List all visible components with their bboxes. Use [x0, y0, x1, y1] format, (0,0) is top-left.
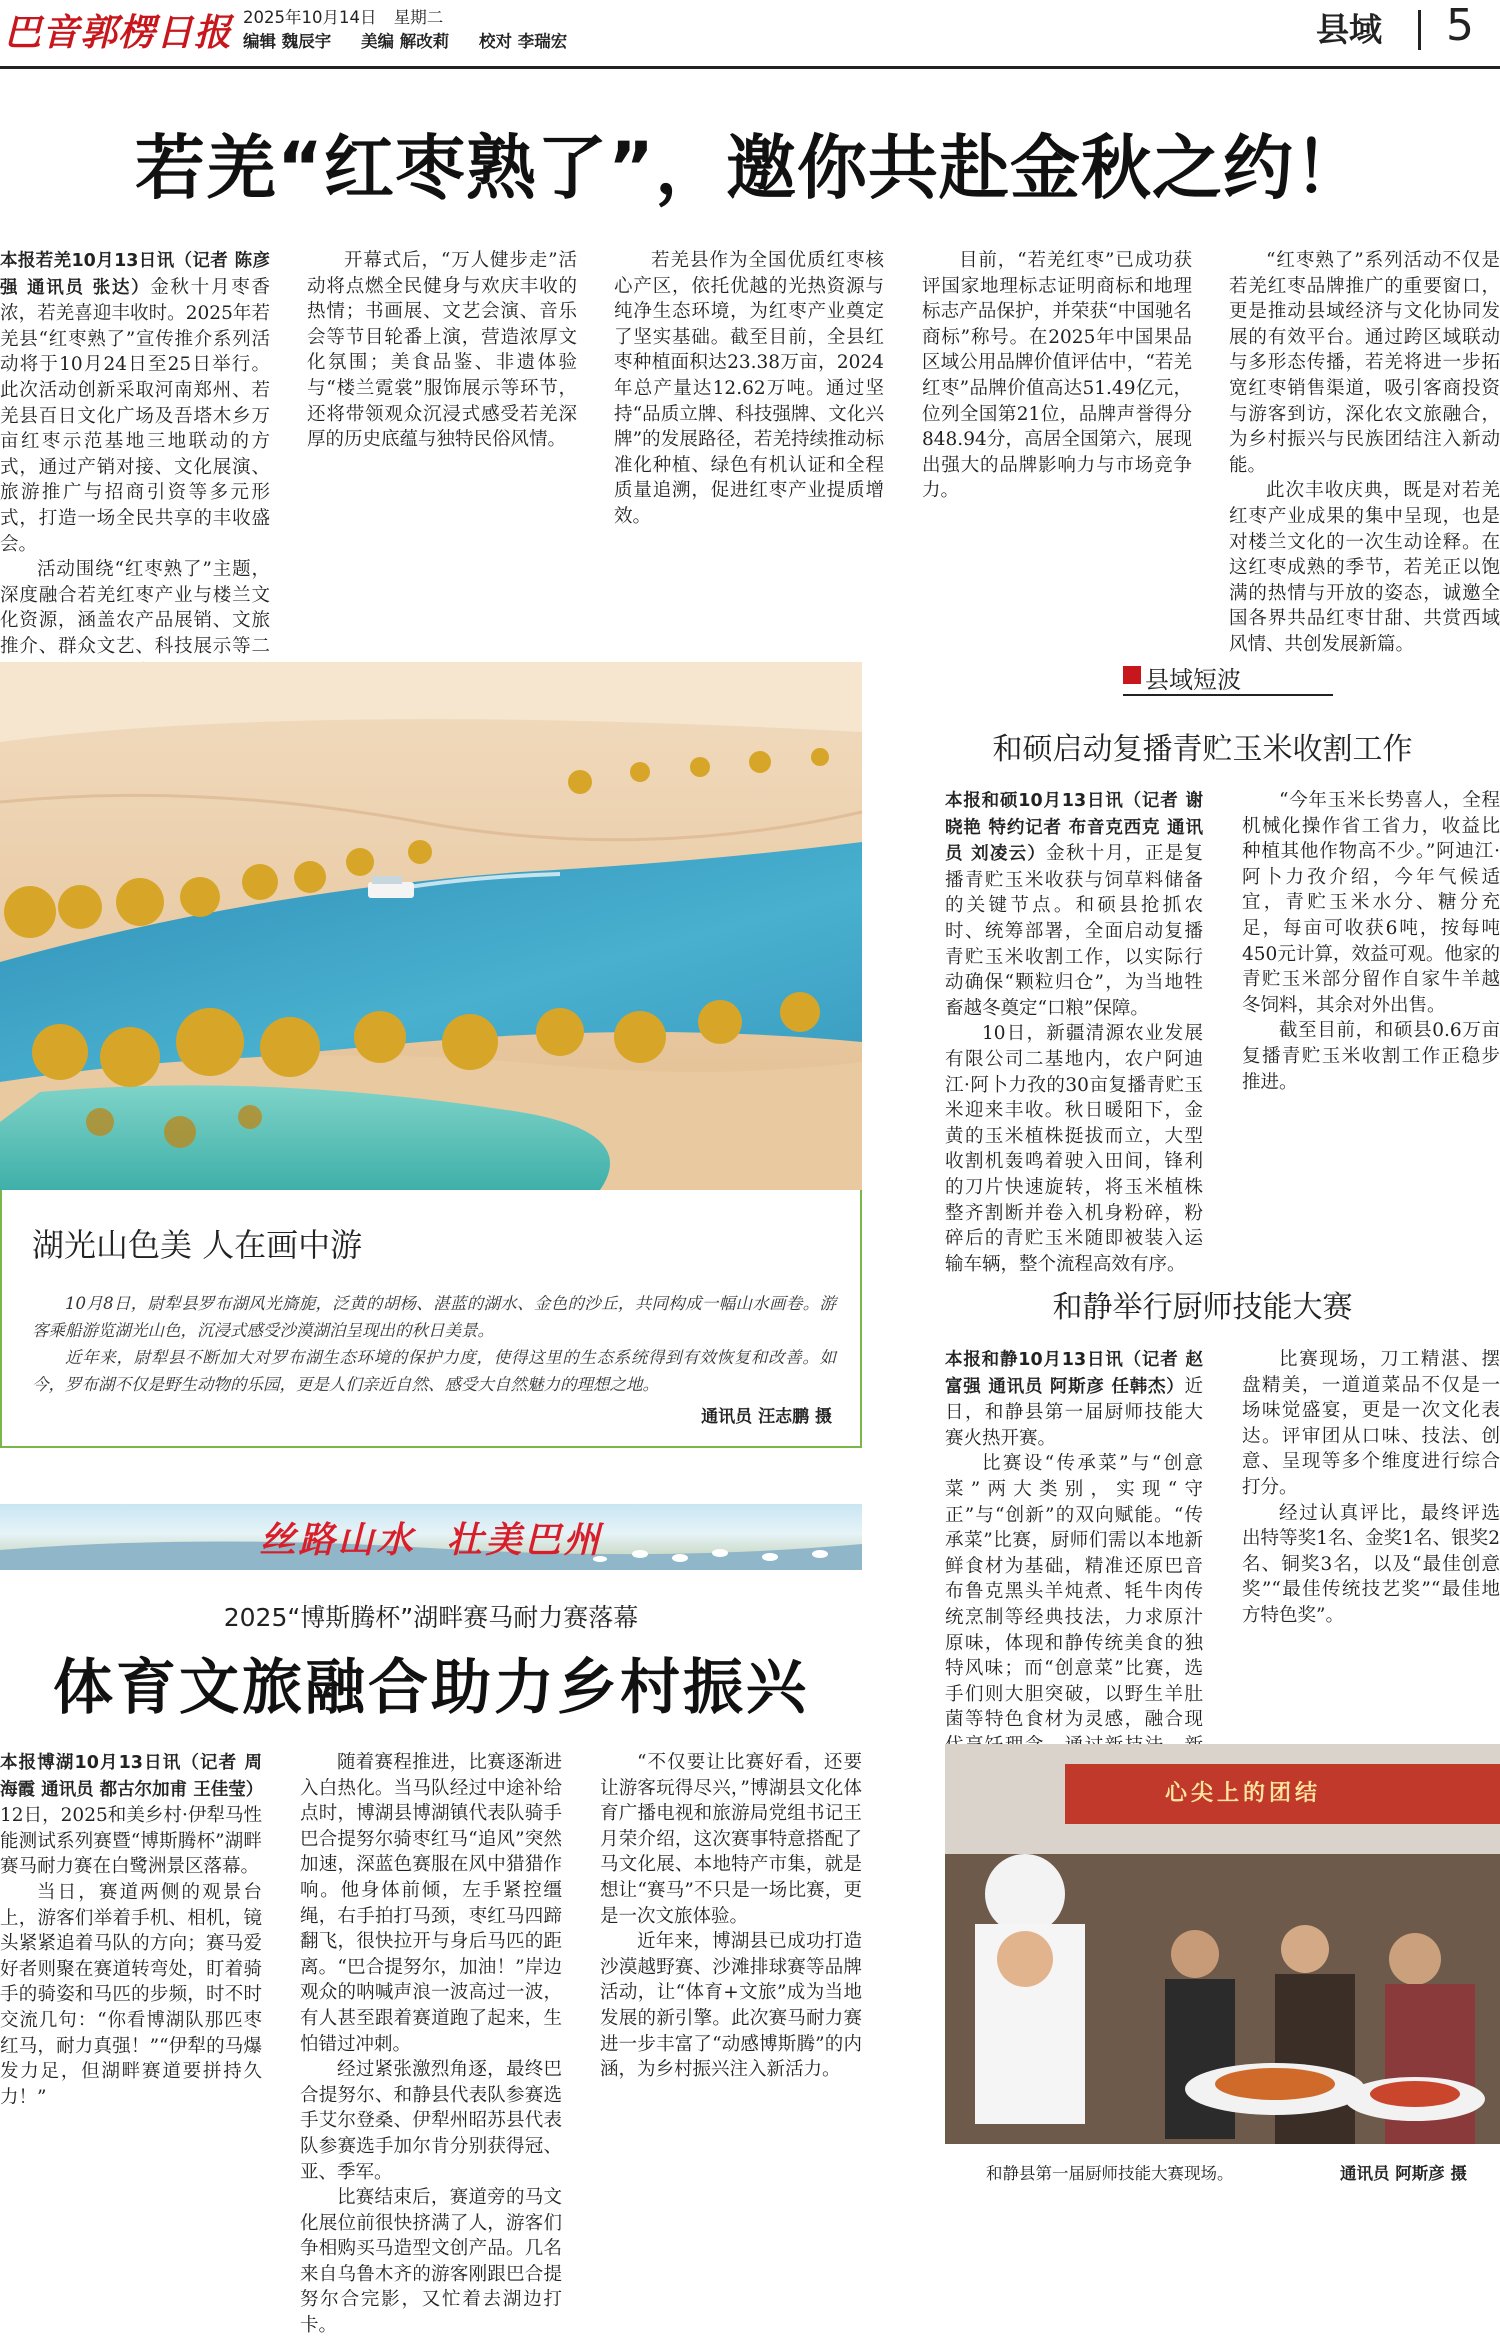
- brief2-column-2: [1242, 1347, 1500, 1709]
- brief2-para-2: 比赛设“传承菜”与“创意菜”两大类别，实现“守正”与“创新”的双向赋能。“传承菜”比赛，厨师们需以本地新鲜食材为基础，精准还原巴音布鲁克黑头羊炖煮、牦牛肉传统烹制等经典技法，力求原汁原味，体现和静传统美食的独特风味；而“创意菜”比赛，选手们则大胆突破，以野生羊肚菌等特色食材为灵感，融合现: [945, 1453, 1203, 1731]
- lead-para-5: 目前，“若羌红枣”已成功获评国家地理标志证明商标和地理标志产品保护，并荣获“中国驰名商标”称号。在2025年中国果品区域公用品牌价值评估中，“若羌红枣”品牌价值高达51.49亿元，位列全国第21位，品牌声誉得分848.94分，高居全国第六，展现出强大的品牌影响力与市场竞争力。: [922, 250, 1192, 502]
- chef-photo-credit: 通讯员 阿斯彦 摄: [1340, 2164, 1467, 2183]
- masthead-rule: [0, 66, 1500, 69]
- page-number: 5: [1446, 0, 1474, 51]
- issue-weekday: 星期二: [393, 8, 444, 27]
- photo-story-text: [32, 1290, 836, 1398]
- chef-photo-caption: 和静县第一届厨师技能大赛现场。: [986, 2164, 1234, 2183]
- lead-column-3: [614, 248, 884, 610]
- brief1-column-1: [945, 788, 1203, 1275]
- silk-para-5: 比赛结束后，赛道旁的马文化展位前很快挤满了人，游客们争相购买马造型文创产品。几名来自乌鲁木齐的游客刚跟巴合提努尔合完影，又忙着去湖边打卡。: [300, 2187, 562, 2337]
- chef-photo-banner-text: 心尖上的团结: [1165, 1781, 1322, 1806]
- newspaper-logo: 巴音郭楞日报: [4, 10, 232, 54]
- chef-contest-photo: [945, 1744, 1500, 2144]
- brief1-para-3: “今年玉米长势喜人，全程机械化操作省工省力，收益比种植其他作物高不少。”阿迪江·阿卜力孜介绍，今年气候适宜，青贮玉米水分、糖分充足，每亩可收获6吨，按每吨450元计算，效益可观。他家的青贮玉米部分留作自家牛羊越冬饲料，其余对外出售。: [1242, 790, 1500, 1016]
- silk-column-3: [600, 1750, 862, 2188]
- photo-caption-box: [0, 1190, 862, 1448]
- silk-column-1: [0, 1750, 262, 2188]
- brief2-para-3: 比赛现场，刀工精湛、摆盘精美，一道道菜品不仅是一场味觉盛宴，更是一次文化表达。评审团从口味、技法、创意、呈现等多个维度进行综合打分。: [1242, 1349, 1500, 1498]
- silk-para-4: 经过紧张激烈角逐，最终巴合提努尔、和静县代表队参赛选手艾尔登桑、伊犁州昭苏县代表队参赛选手加尔肯分别获得冠、亚、季军。: [300, 2059, 562, 2183]
- lead-para-3: 开幕式后，“万人健步走”活动将点燃全民健身与欢庆丰收的热情；书画展、文艺会演、音乐会等节目轮番上演，营造浓厚文化氛围；美食品鉴、非遗体验与“楼兰霓裳”服饰展示等环节，还将带领观众沉浸式感受若羌深厚的历史底蕴与独特民俗风情。: [307, 250, 577, 451]
- brief1-para-2: 10日，新疆清源农业发展有限公司二基地内，农户阿迪江·阿卜力孜的30亩复播青贮玉米迎来丰收。秋日暖阳下，金黄的玉米植株挺拔而立，大型收割机轰鸣着驶入田间，锋利的刀片快速旋转，将玉米植株整齐割断并卷入机身粉碎，粉碎后的青贮玉米随即被装入运输车辆，整个流程高效有序。: [945, 1023, 1203, 1275]
- issue-date: 2025年10月14日: [243, 8, 377, 27]
- lead-column-2: [307, 248, 577, 610]
- lake-photo: [0, 662, 862, 1190]
- lead-para-6: “红枣熟了”系列活动不仅是若羌红枣品牌推广的重要窗口，更是推动县域经济与文化协同发展的有效平台。通过跨区域联动与多形态传播，若羌将进一步拓宽红枣销售渠道，吸引客商投资与游客到访，深化农文旅融合，为乡村振兴与民族团结注入新动能。: [1229, 250, 1500, 476]
- brief-headline-1: 和硕启动复播青贮玉米收割工作: [992, 732, 1413, 767]
- lead-column-4: [922, 248, 1192, 610]
- section-name: 县域: [1316, 10, 1382, 49]
- proofreader-credit: 校对 李瑞宏: [479, 32, 568, 51]
- brief2-byline: 本报和静10月13日讯（记者 赵富强 通讯员 阿斯彦 任韩杰）: [945, 1350, 1203, 1397]
- lead-column-5: [1229, 248, 1500, 655]
- brief2-column-1: [945, 1347, 1203, 1731]
- brief-label-rule: [1123, 694, 1333, 696]
- brief1-byline: 本报和硕10月13日讯（记者 谢晓艳 特约记者 布音克西克 通讯员 刘凌云）: [945, 791, 1203, 865]
- masthead: [0, 0, 1500, 66]
- silk-road-banner: [0, 1504, 862, 1570]
- red-square-icon: [1123, 666, 1141, 684]
- silk-para-3: 随着赛程推进，比赛逐渐进入白热化。当马队经过中途补给点时，博湖县博湖镇代表队骑手巴合提努尔骑枣红马“追风”突然加速，深蓝色赛服在风中猎猎作响。他身体前倾，左手紧控缰绳，右手拍打马颈，枣红马四蹄翻飞，很快拉开与身后马匹的距离。“巴合提努尔，加油！”岸边观众的呐喊声浪一波高过一波，有人甚至跟着赛道跑了起来，生怕错过冲刺。: [300, 1752, 562, 2055]
- lake-landscape-image: [0, 662, 862, 1190]
- silk-road-banner-text: 丝路山水 壮美巴州: [259, 1520, 603, 1561]
- lead-byline: 本报若羌10月13日讯（记者 陈彦强 通讯员 张达）: [0, 251, 270, 298]
- silk-para-6: “不仅要让比赛好看，还要让游客玩得尽兴，”博湖县文化体育广播电视和旅游局党组书记王月荣介绍，这次赛事特意搭配了马文化展、本地特产市集，就是想让“赛马”不只是一场比赛，更是一次文旅体验。: [600, 1752, 862, 1927]
- brief2-para-1: 近日，和静县第一届厨师技能大赛火热开赛。: [945, 1375, 1203, 1449]
- lead-para-2: 活动围绕“红枣熟了”主题，深度融合若羌红枣产业与楼兰文化资源，涵盖农产品展销、文旅推介、群众文艺、科技展示等二: [0, 559, 270, 657]
- lead-column-1: [0, 248, 270, 657]
- silk-para-7: 近年来，博湖县已成功打造沙漠越野赛、沙滩排球赛等品牌活动，让“体育+文旅”成为当地发展的新引擎。此次赛马耐力赛进一步丰富了“动感博斯腾”的内涵，为乡村振兴注入新活力。: [600, 1931, 862, 2081]
- section-divider: [1418, 10, 1421, 50]
- photo-para-1: 10月8日，尉犁县罗布湖风光旖旎，泛黄的胡杨、湛蓝的湖水、金色的沙丘，共同构成一幅山水画卷。游客乘船游览湖光山色，沉浸式感受沙漠湖泊呈现出的秋日美景。: [32, 1294, 836, 1340]
- brief1-column-2: [1242, 788, 1500, 1232]
- brief-headline-2: 和静举行厨师技能大赛: [1052, 1290, 1353, 1325]
- lead-headline: 若羌“红枣熟了”，邀你共赴金秋之约！: [134, 127, 1365, 209]
- designer-credit: 美编 解改莉: [361, 32, 450, 51]
- editor-credit: 编辑 魏辰宇: [243, 32, 332, 51]
- photo-credit: 通讯员 汪志鹏 摄: [701, 1407, 832, 1427]
- brief2-para-4: 经过认真评比，最终评选出特等奖1名、金奖1名、银奖2名、铜奖3名，以及“最佳创意奖”“最佳传统技艺奖”“最佳地方特色奖”。: [1242, 1502, 1500, 1626]
- silk-para-2: 当日，赛道两侧的观景台上，游客们举着手机、相机，镜头紧紧追着马队的方向；赛马爱好者则聚在赛道转弯处，盯着骑手的骑姿和马匹的步频，时不时交流几句：“你看博湖队那匹枣红马，耐力真强！”“伊犁的马爆发力足，但湖畔赛道要拼持久力！”: [0, 1881, 262, 2108]
- lead-para-4: 若羌县作为全国优质红枣核心产区，依托优越的光热资源与纯净生态环境，为红枣产业奠定了坚实基础。截至目前，全县红枣种植面积达23.38万亩，2024年总产量达12.62万吨。通过坚持“品质立牌、科技强牌、文化兴牌”的发展路径，若羌持续推动标准化种植、绿色有机认证和全程质量追溯，促进红枣产业提质增效。: [614, 250, 884, 527]
- brief1-para-1: 金秋十月，正是复播青贮玉米收获与饲草料储备的关键节点。和硕县抢抓农时、统筹部署，全面启动复播青贮玉米收割工作，以实际行动确保“颗粒归仓”，为当地牲畜越冬奠定“口粮”保障。: [945, 843, 1203, 1019]
- photo-para-2: 近年来，尉犁县不断加大对罗布湖生态环境的保护力度，使得这里的生态系统得到有效恢复和改善。如今，罗布湖不仅是野生动物的乐园，更是人们亲近自然、感受大自然魅力的理想之地。: [32, 1348, 836, 1394]
- silk-road-headline: 体育文旅融合助力乡村振兴: [53, 1653, 809, 1723]
- silk-road-kicker: 2025“博斯腾杯”湖畔赛马耐力赛落幕: [223, 1603, 639, 1632]
- lead-para-7: 此次丰收庆典，既是对若羌红枣产业成果的集中呈现，也是对楼兰文化的一次生动诠释。在这红枣成熟的季节，若羌正以饱满的热情与开放的姿态，诚邀全国各界共品红枣甘甜、共赏西域风情、共创发展新篇。: [1229, 480, 1500, 655]
- lead-para-1: 金秋十月枣香浓，若羌喜迎丰收时。2025年若羌县“红枣熟了”宣传推介系列活动将于10月24日至25日举行。此次活动创新采取河南郑州、若羌县百日文化广场及吾塔木乡万亩红枣示范基地三地联动的方式，通过产销对接、文化展演、旅游推广与招商引资等多元形式，打造一场全民共享的丰收盛会。: [0, 276, 270, 555]
- photo-story-title: 湖光山色美 人在画中游: [32, 1226, 363, 1264]
- silk-byline: 本报博湖10月13日讯（记者 周海霞 通讯员 都古尔加甫 王佳莹）: [0, 1753, 264, 1800]
- silk-para-1: 12日，2025和美乡村·伊犁马性能测试系列赛暨“博斯腾杯”湖畔赛马耐力赛在白鹭洲景区落幕。: [0, 1805, 262, 1878]
- brief1-para-4: 截至目前，和硕县0.6万亩复播青贮玉米收割工作正稳步推进。: [1242, 1020, 1500, 1093]
- silk-column-2: [300, 1750, 562, 2337]
